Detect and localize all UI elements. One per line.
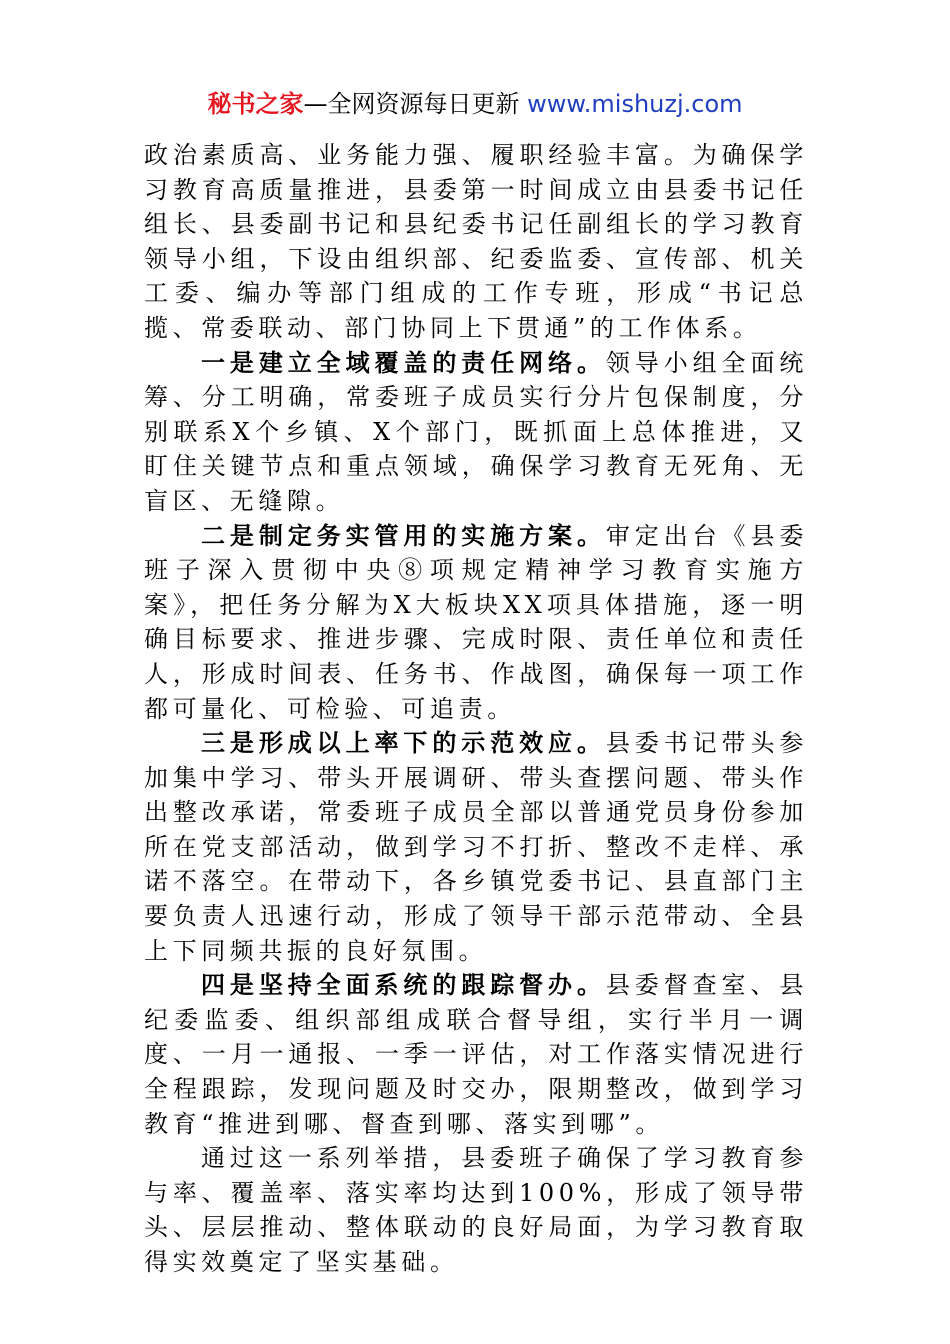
paragraph-demonstration-effect: [144, 726, 808, 968]
document-body: [144, 138, 808, 1280]
brand-name: 秘书之家: [207, 90, 304, 118]
paragraph-supervision: [144, 968, 808, 1141]
paragraph-text: 县委督查室、县纪委监委、组织部组成联合督导组，实行半月一调度、一月一通报、一季一评估，对工作落实情况进行全程跟踪，发现问题及时交办，限期整改，做到学习教育“推进到哪、督查到哪、落实到哪”。: [144, 971, 808, 1138]
header-tagline: —全网资源每日更新: [303, 90, 520, 118]
paragraph-text: 政治素质高、业务能力强、履职经验丰富。为确保学习教育高质量推进，县委第一时间成立由县委书记任组长、县委副书记和县纪委书记任副组长的学习教育领导小组，下设由组织部、纪委监委、宣传部、机关工委、编办等部门组成的工作专班，形成“书记总揽、常委联动、部门协同上下贯通”的工作体系。: [144, 141, 808, 342]
paragraph-heading: 三是形成以上率下的示范效应。: [201, 729, 606, 758]
paragraph-text: 领导小组全面统筹、分工明确，常委班子成员实行分片包保制度，分别联系X个乡镇、X个部门，既抓面上总体推进，又盯住关键节点和重点领域，确保学习教育无死角、无盲区、无缝隙。: [144, 348, 808, 515]
site-header: [0, 88, 950, 120]
paragraph-implementation-plan: [144, 519, 808, 727]
paragraph-heading: 四是坚持全面系统的跟踪督办。: [201, 971, 606, 1000]
paragraph-text: 通过这一系列举措，县委班子确保了学习教育参与率、覆盖率、落实率均达到100%，形成了领导带头、层层推动、整体联动的良好局面，为学习教育取得实效奠定了坚实基础。: [144, 1144, 808, 1276]
paragraph-continuation: [144, 138, 808, 346]
site-url[interactable]: www.mishuzj.com: [527, 90, 743, 118]
paragraph-heading: 二是制定务实管用的实施方案。: [201, 521, 606, 550]
paragraph-text: 县委书记带头参加集中学习、带头开展调研、带头查摆问题、带头作出整改承诺，常委班子成员全部以普通党员身份参加所在党支部活动，做到学习不打折、整改不走样、承诺不落空。在带动下，各乡镇党委书记、县直部门主要负责人迅速行动，形成了领导干部示范带动、全县上下同频共振的良好氛围。: [144, 729, 808, 965]
paragraph-responsibility-network: [144, 346, 808, 519]
paragraph-heading: 一是建立全域覆盖的责任网络。: [201, 348, 606, 377]
paragraph-conclusion: [144, 1141, 808, 1279]
paragraph-text: 审定出台《县委班子深入贯彻中央⑧项规定精神学习教育实施方案》，把任务分解为X大板块XX项具体措施，逐一明确目标要求、推进步骤、完成时限、责任单位和责任人，形成时间表、任务书、作战图，确保每一项工作都可量化、可检验、可追责。: [144, 521, 808, 723]
